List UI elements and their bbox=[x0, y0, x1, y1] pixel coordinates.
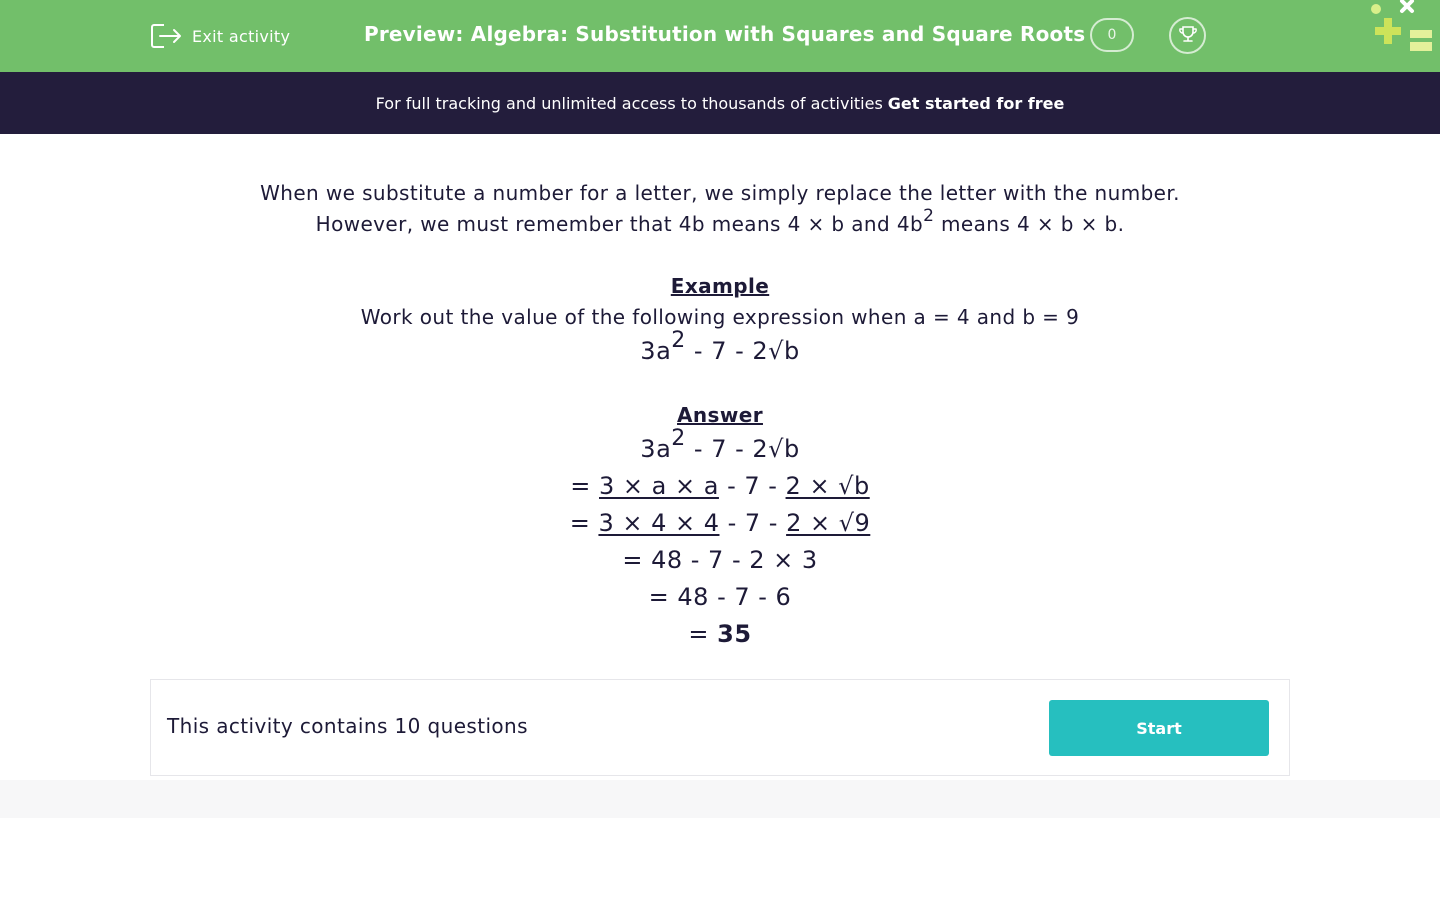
example-prompt: Work out the value of the following expression when a = 4 and b = 9 bbox=[360, 305, 1080, 329]
answer-heading: Answer bbox=[677, 403, 763, 427]
trophy-icon bbox=[1178, 24, 1198, 48]
brand-logo bbox=[1366, 0, 1440, 56]
exit-label: Exit activity bbox=[192, 26, 291, 46]
intro-line-2: However, we must remember that 4b means 4 × b and $4b^2$ means 4 × b × b. bbox=[315, 206, 1125, 236]
answer-step-1: $3a^2 - 7 - 2√b$ bbox=[640, 426, 800, 463]
top-bar bbox=[0, 0, 1440, 72]
question-count-text: This activity contains 10 questions bbox=[167, 714, 528, 738]
example-heading: Example bbox=[670, 274, 770, 298]
exit-icon bbox=[150, 23, 182, 49]
example-expression: $3a^2 - 7 - 2√b$ bbox=[640, 328, 800, 365]
exit-activity-button[interactable] bbox=[150, 20, 290, 52]
answer-step-2: = 3 × a × a - 7 - 2 × √b bbox=[570, 472, 870, 500]
get-started-link[interactable]: Get started for free bbox=[887, 93, 1065, 113]
promo-banner bbox=[0, 72, 1440, 134]
answer-step-4: = 48 - 7 - 2 × 3 bbox=[622, 546, 818, 574]
answer-result: = 35 bbox=[688, 620, 752, 648]
answer-step-3: = 3 × 4 × 4 - 7 - 2 × √9 bbox=[569, 509, 871, 537]
intro-line-1: When we substitute a number for a letter, we simply replace the letter with the number. bbox=[260, 181, 1180, 205]
answer-step-5: = 48 - 7 - 6 bbox=[648, 583, 792, 611]
banner-text: For full tracking and unlimited access to thousands of activities bbox=[375, 93, 883, 113]
lesson-content bbox=[150, 178, 1290, 653]
activity-title: Preview: Algebra: Substitution with Squares and Square Roots bbox=[364, 22, 1086, 46]
activity-start-card bbox=[150, 679, 1290, 776]
footer-strip bbox=[0, 780, 1440, 818]
trophy-button[interactable] bbox=[1169, 17, 1206, 54]
score-badge: 0 bbox=[1090, 18, 1134, 52]
start-button[interactable]: Start bbox=[1049, 700, 1269, 756]
